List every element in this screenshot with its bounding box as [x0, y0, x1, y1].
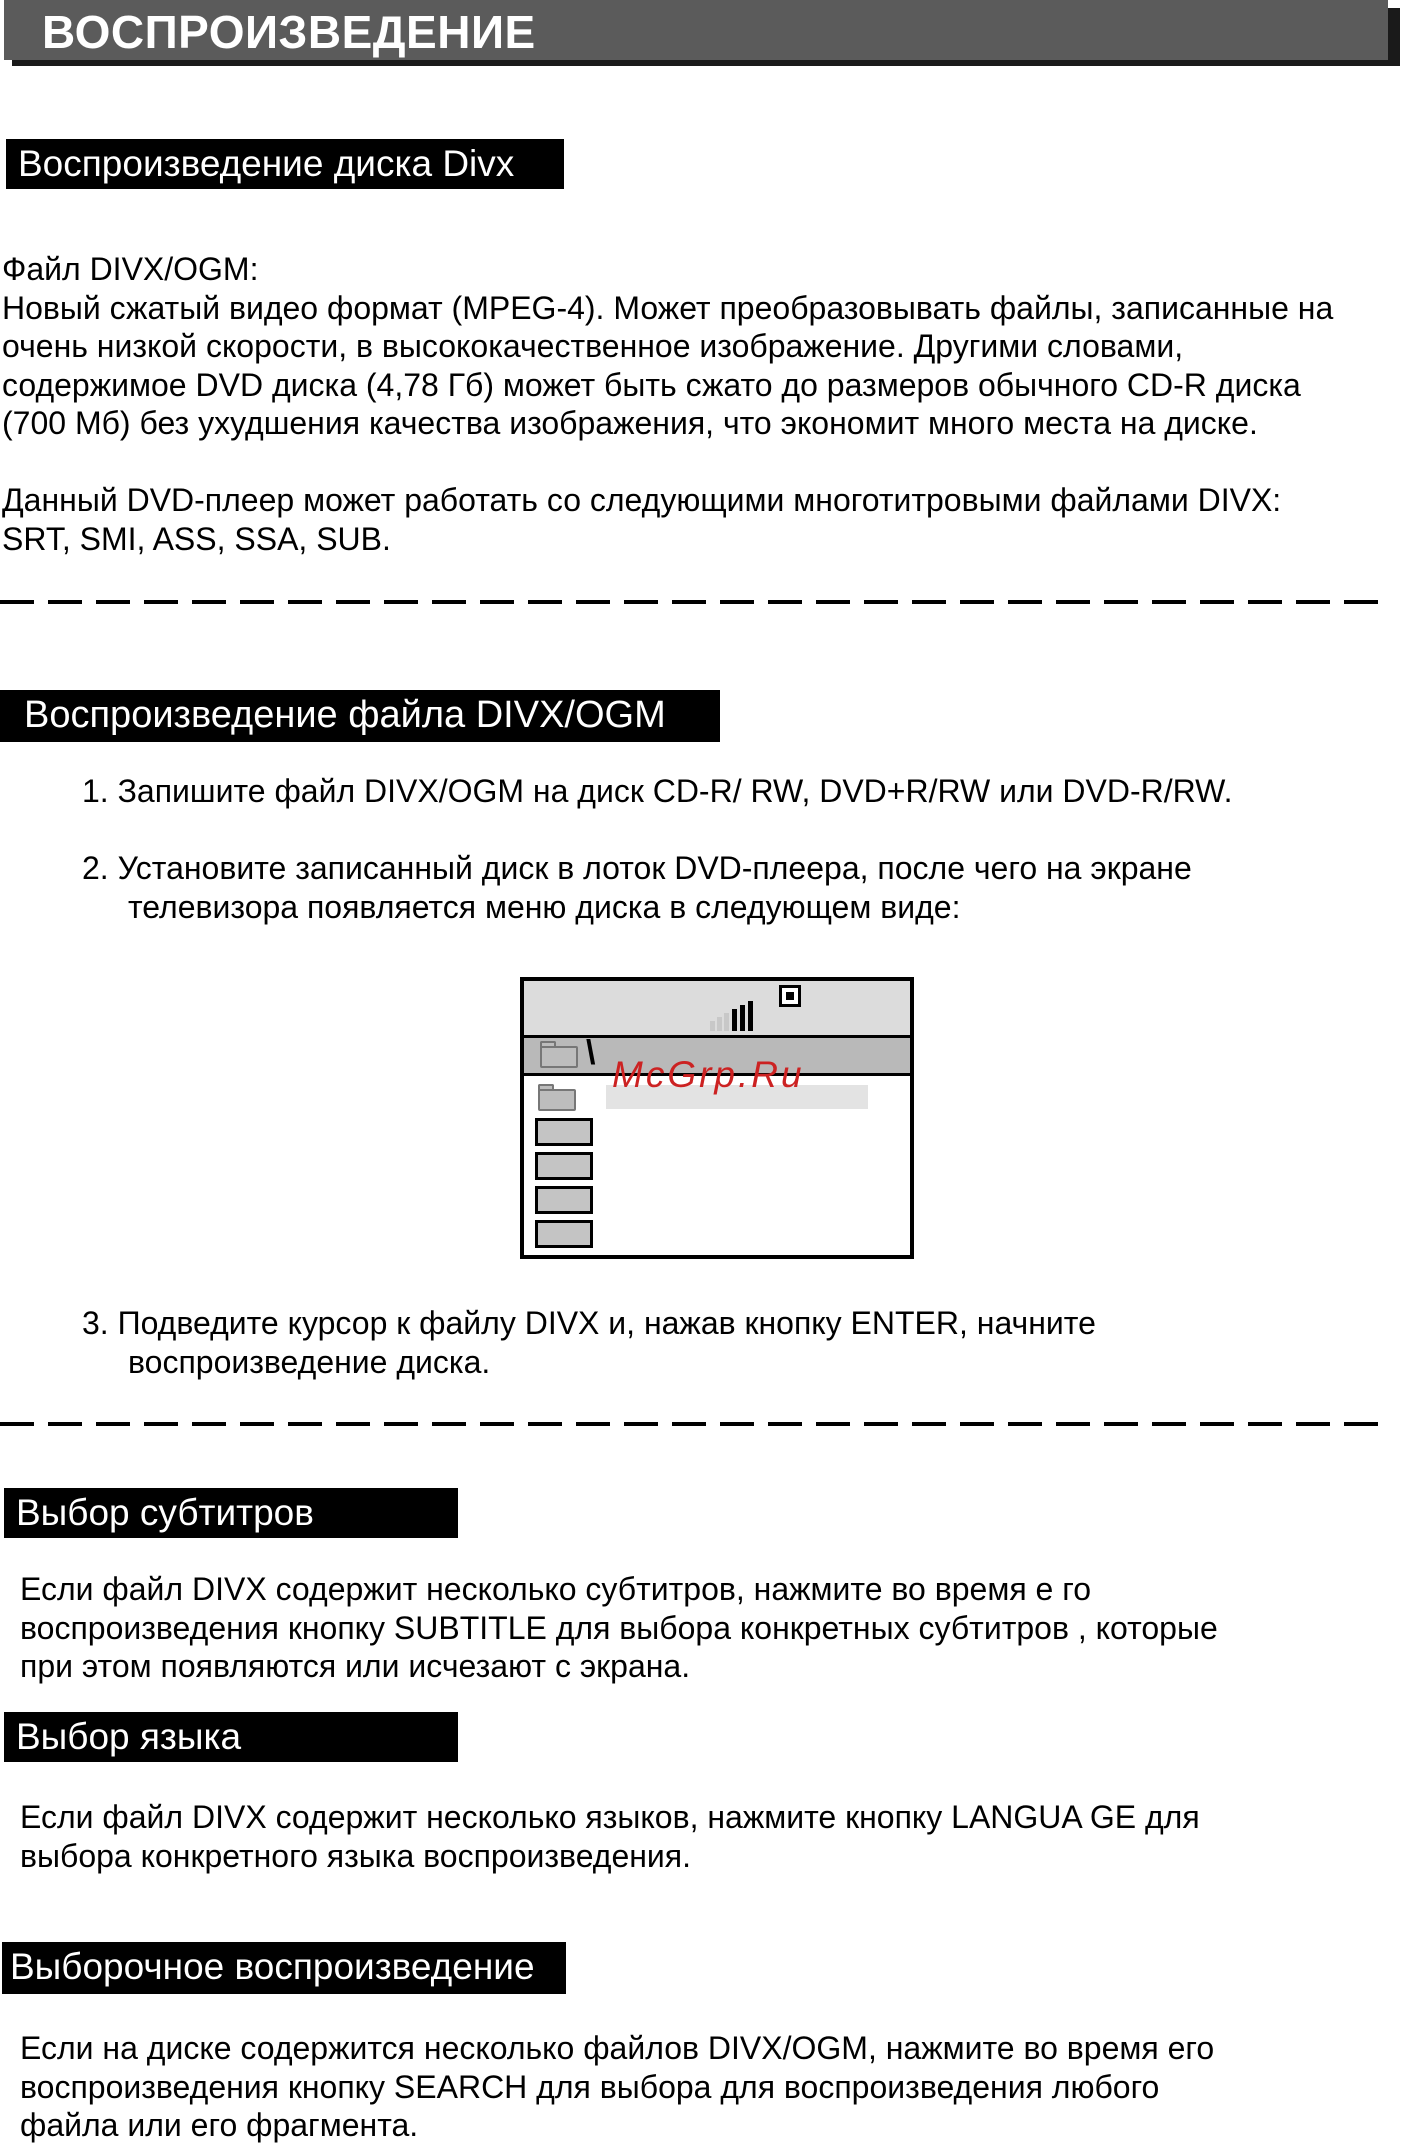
- step-2-line-2: телевизора появляется меню диска в следующем виде:: [128, 889, 961, 925]
- section-heading-selective-play: Выборочное воспроизведение: [2, 1942, 566, 1994]
- text-line: воспроизведения кнопку SEARCH для выбора для воспроизведения любого: [20, 2068, 1160, 2105]
- signal-bar: [710, 1021, 715, 1031]
- text-line: Файл DIVX/OGM:: [2, 251, 259, 287]
- section3-paragraph: [20, 1570, 1218, 1686]
- text-line: SRT, SMI, ASS, SSA, SUB.: [2, 520, 391, 557]
- section5-paragraph: [20, 2029, 1214, 2145]
- step-3-line-1: 3. Подведите курсор к файлу DIVX и, нажав кнопку ENTER, начните: [82, 1305, 1096, 1341]
- text-line: Если на диске содержится несколько файлов DIVX/OGM, нажмите во время его: [20, 2030, 1215, 2066]
- stop-icon-inner: [786, 992, 794, 1000]
- step-1: 1. Запишите файл DIVX/OGM на диск CD-R/ RW, DVD+R/RW или DVD-R/RW.: [82, 773, 1233, 809]
- text-line: воспроизведения кнопку SUBTITLE для выбора конкретных субтитров , которые: [20, 1609, 1218, 1646]
- dashed-divider: [0, 1422, 1380, 1426]
- signal-bar: [732, 1009, 737, 1031]
- text-line: выбора конкретного языка воспроизведения.: [20, 1837, 692, 1874]
- watermark: McGrp.Ru: [612, 1054, 805, 1095]
- section-heading-divx-disc: Воспроизведение диска Divx: [6, 139, 564, 189]
- text-line: Если файл DIVX содержит несколько языков, нажмите кнопку LANGUA GE для: [20, 1799, 1200, 1835]
- folder-icon: [540, 1046, 578, 1068]
- menu-status-bar: [524, 981, 910, 1038]
- section-heading-divx-file: Воспроизведение файла DIVX/OGM: [0, 690, 720, 742]
- signal-bar: [740, 1005, 745, 1031]
- text-line: Данный DVD-плеер может работать со следующими многотитровыми файлами DIVX:: [2, 481, 1282, 518]
- section-heading-subtitles: Выбор субтитров: [4, 1488, 458, 1538]
- page-title: ВОСПРОИЗВЕДЕНИЕ: [42, 6, 536, 58]
- signal-bar: [748, 1001, 753, 1031]
- section4-paragraph: [20, 1798, 1200, 1875]
- text-line: содержимое DVD диска (4,78 Гб) может быть сжато до размеров обычного CD-R диска: [2, 366, 1301, 403]
- text-line: очень низкой скорости, в высококачественное изображение. Другими словами,: [2, 328, 1184, 365]
- file-icon[interactable]: [535, 1152, 593, 1180]
- file-icon[interactable]: [535, 1118, 593, 1146]
- section1-paragraph: [2, 250, 1333, 558]
- path-separator: \: [586, 1034, 596, 1072]
- signal-bar: [717, 1017, 722, 1031]
- file-icon[interactable]: [535, 1220, 593, 1248]
- text-line: (700 Мб) без ухудшения качества изображения, что экономит много места на диске.: [2, 405, 1258, 442]
- file-icon[interactable]: [535, 1186, 593, 1214]
- folder-icon[interactable]: [538, 1089, 576, 1111]
- section-heading-language: Выбор языка: [4, 1712, 458, 1762]
- text-line: Если файл DIVX содержит несколько субтитров, нажмите во время е го: [20, 1571, 1091, 1607]
- disc-menu-diagram: [520, 977, 914, 1259]
- step-2-line-1: 2. Установите записанный диск в лоток DVD-плеера, после чего на экране: [82, 850, 1192, 886]
- step-3-line-2: воспроизведение диска.: [128, 1344, 491, 1380]
- text-line: при этом появляются или исчезают с экрана.: [20, 1648, 691, 1685]
- text-line: Новый сжатый видео формат (MPEG-4). Может преобразовывать файлы, записанные на: [2, 289, 1334, 326]
- signal-bar: [724, 1013, 729, 1031]
- text-line: файла или его фрагмента.: [20, 2107, 419, 2144]
- dashed-divider: [0, 600, 1380, 604]
- stop-icon: [779, 985, 801, 1007]
